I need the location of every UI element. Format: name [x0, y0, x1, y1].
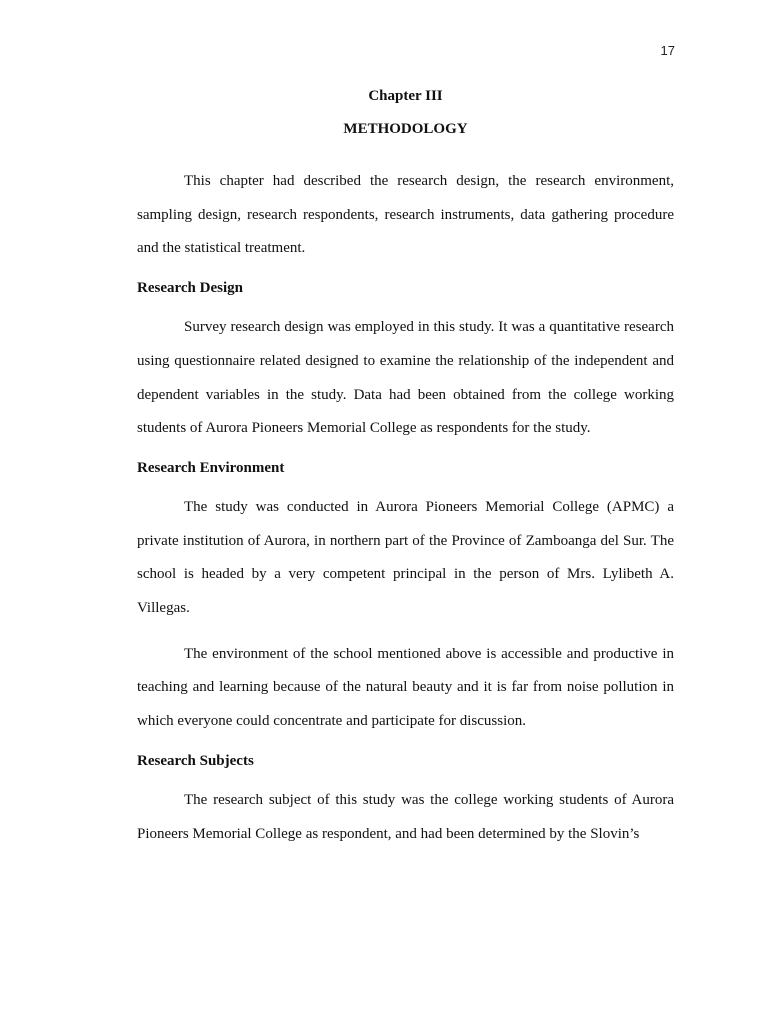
page-number: 17 — [660, 43, 675, 58]
section-heading-research-subjects: Research Subjects — [137, 752, 254, 769]
chapter-subtitle: METHODOLOGY — [343, 121, 468, 137]
section-heading-research-design: Research Design — [137, 280, 243, 297]
research-environment-paragraph-1: The study was conducted in Aurora Pioneers Memorial College (APMC) a private institution of Aurora, in northern part of the Province of Zamboanga del Sur. The school is headed by a very competent principal in the person of Mrs. Lylibeth A. Villegas. — [137, 498, 674, 617]
page-content — [137, 86, 674, 851]
section-heading-research-environment: Research Environment — [137, 459, 285, 476]
intro-paragraph: This chapter had described the research design, the research environment, sampling design, research respondents, research instruments, data gathering procedure and the statistical treatment. — [137, 173, 674, 257]
research-environment-paragraph-2: The environment of the school mentioned above is accessible and productive in teaching and learning because of the natural beauty and it is far from noise pollution in which everyone could concentrate and participate for discussion. — [137, 645, 674, 730]
chapter-title: Chapter III — [368, 88, 443, 104]
research-design-paragraph: Survey research design was employed in this study. It was a quantitative research using questionnaire related designed to examine the relationship of the independent and dependent variables in the study. Data had been obtained from the college working students of Aurora Pioneers Memorial College as respondents for the study. — [137, 319, 674, 437]
research-subjects-paragraph: The research subject of this study was the college working students of Aurora Pioneers Memorial College as respondent, and had been determined by the Slovin’s — [137, 791, 674, 842]
